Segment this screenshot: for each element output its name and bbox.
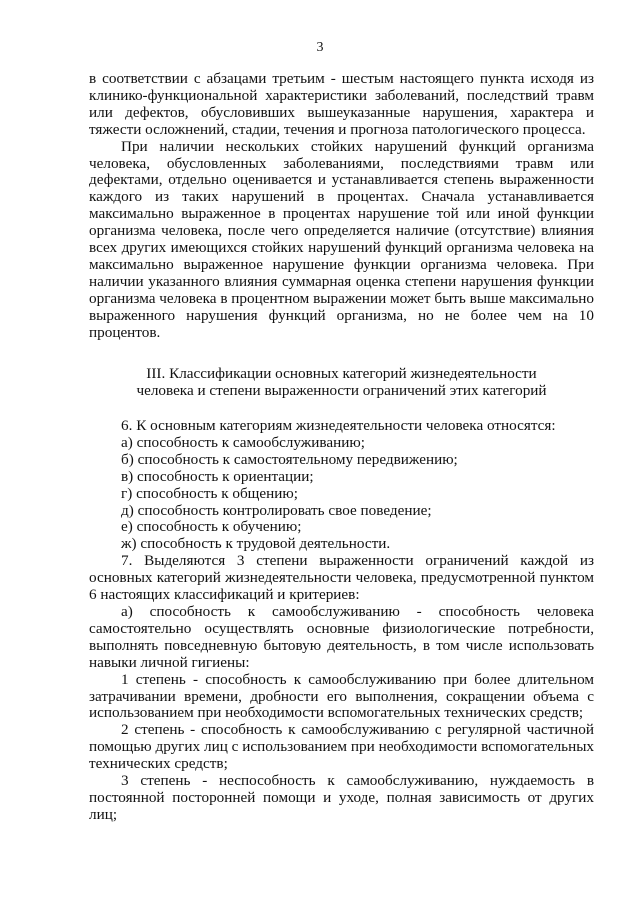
item-6-intro: 6. К основным категориям жизнедеятельности человека относятся:: [121, 417, 556, 434]
paragraph-continuation: в соответствии с абзацами третьим - шестым настоящего пункта исходя из клинико-функциональной характеристики заболеваний, последствий травм или дефектов, обусловивших вышеуказанные нарушения, характера и тяжести осложнений, стадии, течения и прогноза патологического процесса.: [89, 70, 594, 138]
paragraph-multiple-impairments: При наличии нескольких стойких нарушений функций организма человека, обусловленных заболеваниями, последствиями травм или дефектами, отдельно оценивается и устанавливается степень выраженности каждого из таких нарушений в процентах. Сначала устанавливается максимально выраженное в процентах нарушение той или иной функции организма человека, после чего определяется наличие (отсутствие) влияния всех других имеющихся стойких нарушений функций организма человека на максимально выраженное нарушение функции организма человека. При наличии указанного влияния суммарная оценка степени нарушения функции организма человека в процентном выражении может быть выше максимально выраженного нарушения функций организма, но не более чем на 10 процентов.: [89, 137, 594, 341]
degree-3-paragraph: 3 степень - неспособность к самообслуживанию, нуждаемость в постоянной посторонней помощи и уходе, полная зависимость от других лиц;: [89, 772, 594, 823]
page-number: 3: [316, 40, 324, 55]
section-heading-line-1: III. Классификации основных категорий жизнедеятельности: [146, 365, 537, 382]
list-item: г) способность к общению;: [121, 484, 298, 502]
section-heading: [89, 366, 594, 400]
degree-1-paragraph: 1 степень - способность к самообслуживанию при более длительном затрачивании времени, дробности его выполнения, сокращении объема с использованием при необходимости вспомогательных технических средств;: [89, 670, 594, 722]
section-heading-line-2: человека и степени выраженности ограничений этих категорий: [136, 381, 547, 399]
list-item: е) способность к обучению;: [121, 518, 302, 536]
list-item: ж) способность к трудовой деятельности.: [121, 535, 391, 553]
list-item: д) способность контролировать свое поведение;: [121, 501, 432, 519]
item-7-a-self-care: а) способность к самообслуживанию - способность человека самостоятельно осуществлять основные физиологические потребности, выполнять повседневную бытовую деятельность, в том числе использовать навыки личной гигиены:: [89, 602, 594, 671]
list-item: б) способность к самостоятельному передвижению;: [121, 450, 458, 468]
item-7-intro: 7. Выделяются 3 степени выраженности ограничений каждой из основных категорий жизнедеятельности человека, предусмотренной пунктом 6 настоящих классификаций и критериев:: [89, 552, 594, 604]
list-item: а) способность к самообслуживанию;: [121, 433, 365, 451]
categories-text-block: [89, 418, 594, 824]
degree-2-paragraph: 2 степень - способность к самообслуживанию с регулярной частичной помощью других лиц с использованием при необходимости вспомогательных технических средств;: [89, 721, 594, 773]
intro-text-block: [89, 71, 594, 342]
list-item: в) способность к ориентации;: [121, 467, 314, 485]
